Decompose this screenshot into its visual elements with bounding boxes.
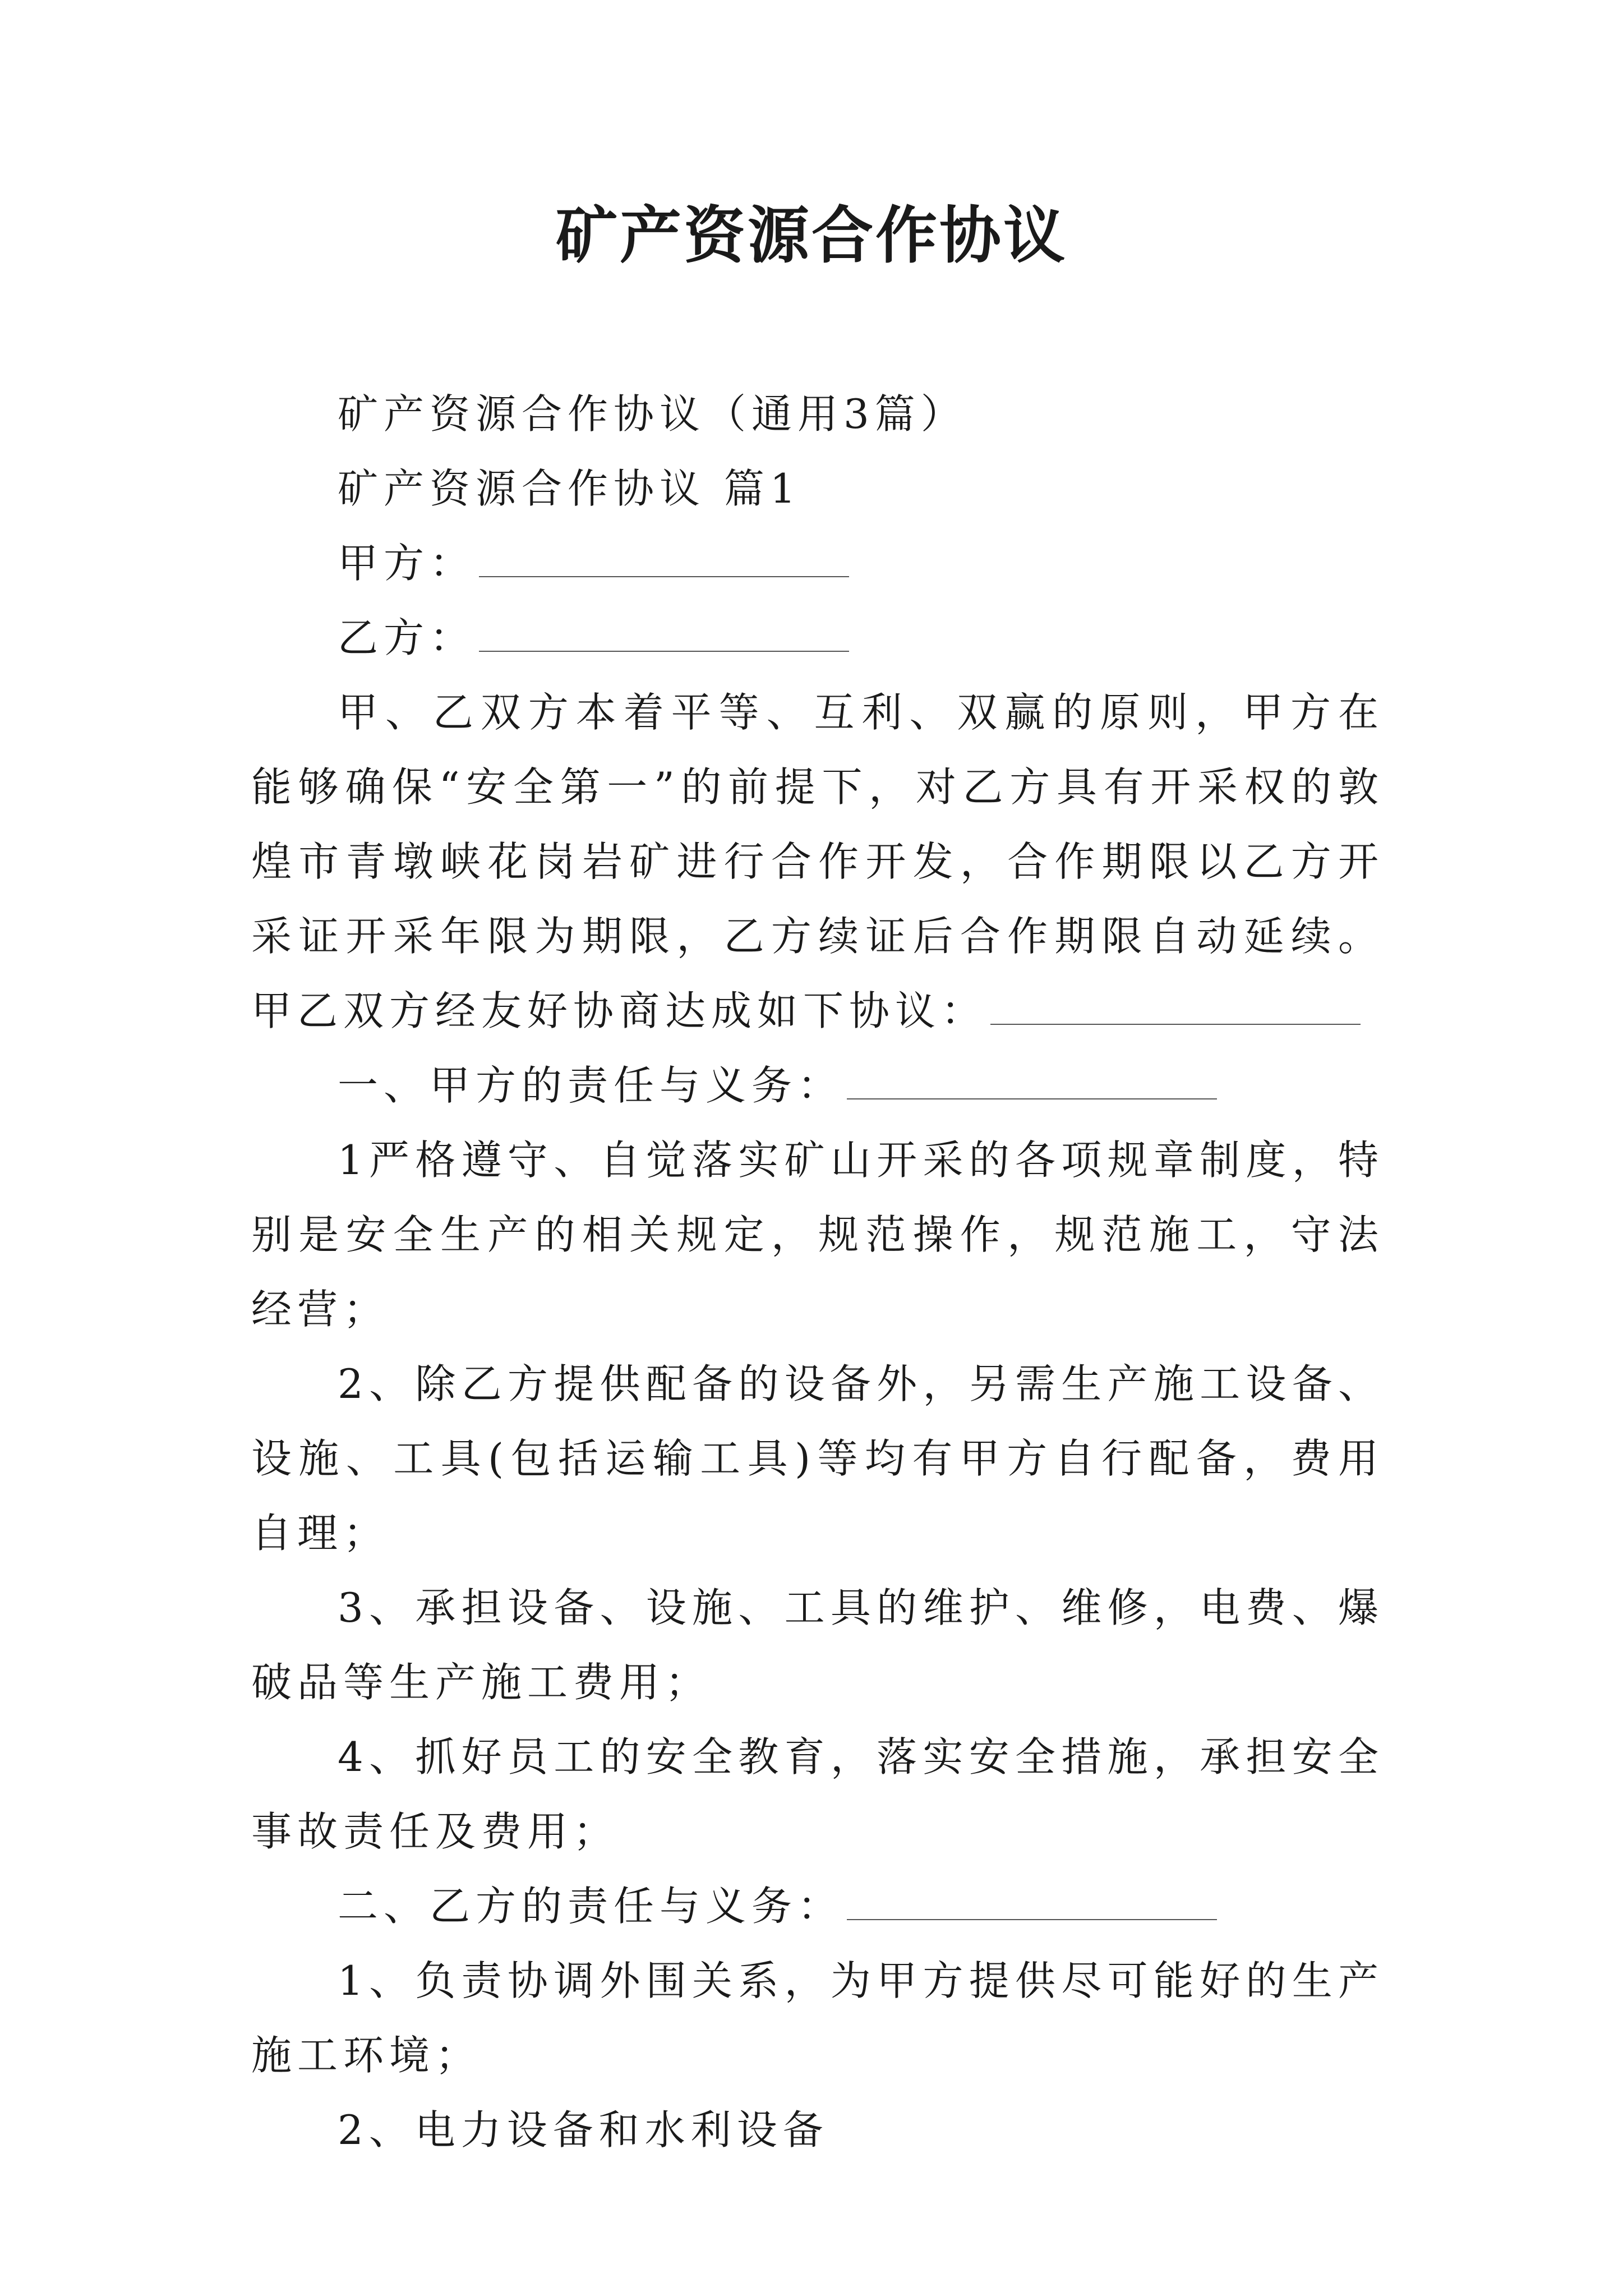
paragraph-text: 甲方： xyxy=(338,540,476,587)
paragraph-text: 矿产资源合作协议 篇1 xyxy=(338,465,801,512)
paragraph-preamble xyxy=(251,675,1384,1048)
fill-in-blank-line[interactable] xyxy=(847,1885,1217,1920)
document-title: 矿产资源合作协议 xyxy=(556,199,1067,272)
paragraph-text: 矿产资源合作协议（通用3篇） xyxy=(338,390,967,438)
paragraph-text: 1、负责协调外围关系，为甲方提供尽可能好的生产施工环境； xyxy=(251,1957,1384,2079)
paragraph-party-b xyxy=(251,601,1384,675)
paragraph-text: 乙方： xyxy=(338,614,476,661)
paragraph-section-1-item-3 xyxy=(251,1571,1384,1720)
fill-in-blank-line[interactable] xyxy=(847,1065,1217,1099)
paragraph-text: 甲、乙双方本着平等、互利、双赢的原则，甲方在能够确保“安全第一”的前提下，对乙方具有开采权的敦煌市青墩峡花岗岩矿进行合作开发，合作期限以乙方开采证开采年限为期限，乙方续证后合作期限自动延续。甲乙双方经友好协商达成如下协议： xyxy=(251,689,1384,1034)
paragraph-text: 1严格遵守、自觉落实矿山开采的各项规章制度，特别是安全生产的相关规定，规范操作，规范施工，守法经营； xyxy=(251,1137,1384,1333)
paragraph-part-heading xyxy=(251,452,1384,526)
paragraph-text: 4、抓好员工的安全教育，落实安全措施，承担安全事故责任及费用； xyxy=(251,1733,1384,1855)
fill-in-blank-line[interactable] xyxy=(479,617,849,652)
paragraph-text: 2、电力设备和水利设备 xyxy=(338,2106,829,2154)
paragraph-text: 3、承担设备、设施、工具的维护、维修，电费、爆破品等生产施工费用； xyxy=(251,1584,1384,1706)
paragraph-subtitle xyxy=(251,377,1384,452)
paragraph-text: 一、甲方的责任与义务： xyxy=(338,1062,844,1109)
paragraph-section-1-item-4 xyxy=(251,1720,1384,1869)
paragraph-section-1-item-2 xyxy=(251,1347,1384,1571)
paragraph-party-a xyxy=(251,526,1384,601)
fill-in-blank-line[interactable] xyxy=(990,990,1361,1025)
fill-in-blank-line[interactable] xyxy=(479,542,849,577)
paragraph-section-2-item-2 xyxy=(251,2093,1384,2168)
paragraph-text: 二、乙方的责任与义务： xyxy=(338,1883,844,1930)
paragraph-section-2-item-1 xyxy=(251,1944,1384,2093)
paragraph-section-1-item-1 xyxy=(251,1123,1384,1347)
document-body xyxy=(251,377,1384,2168)
paragraph-text: 2、除乙方提供配备的设备外，另需生产施工设备、设施、工具(包括运输工具)等均有甲方自行配备，费用自理； xyxy=(251,1360,1384,1557)
paragraph-section-2-heading xyxy=(251,1869,1384,1944)
paragraph-section-1-heading xyxy=(251,1048,1384,1123)
